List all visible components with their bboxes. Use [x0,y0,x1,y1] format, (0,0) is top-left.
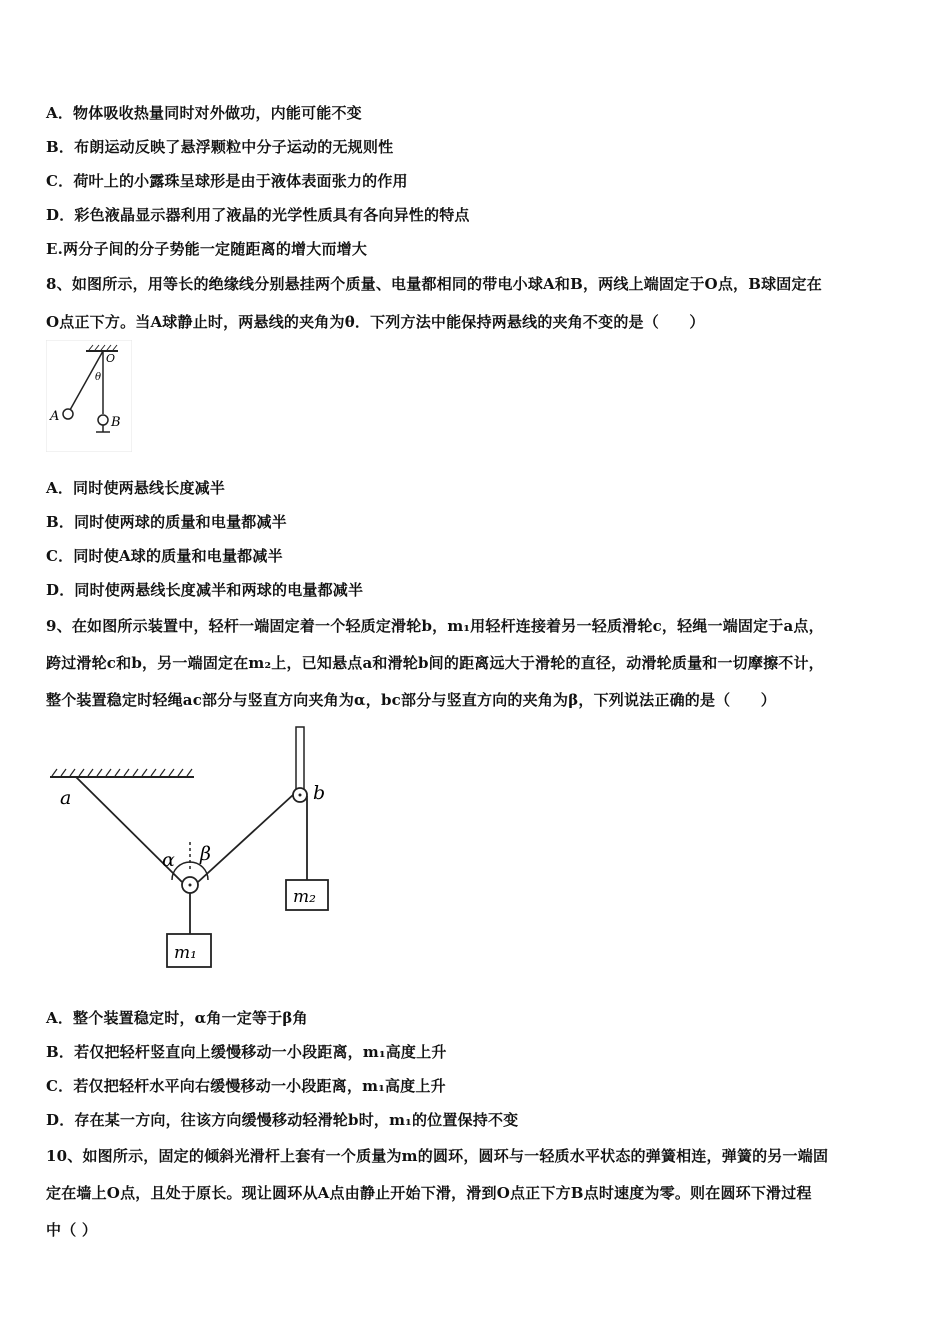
q7-option-a: A．物体吸收热量同时对外做功，内能可能不变 [46,104,362,122]
q8-option-a: A．同时使两悬线长度减半 [46,479,226,497]
q8-option-d: D．同时使两悬线长度减半和两球的电量都减半 [46,581,364,599]
q8-ball-b [98,415,108,425]
q9-rope-cb [198,794,294,882]
q8-stem-line2: O点正下方。当A球静止时，两悬线的夹角为θ．下列方法中能保持两悬线的夹角不变的是（ ） [46,313,705,331]
q9-option-d: D．存在某一方向，往该方向缓慢移动轻滑轮b时，m₁的位置保持不变 [46,1111,519,1129]
q8-label-b: B [111,415,121,430]
q8-ball-a [63,409,73,419]
q10-stem-line2: 定在墙上O点，且处于原长。现让圆环从A点由静止开始下滑，滑到O点正下方B点时速度为零。则在圆环下滑过程 [46,1184,812,1202]
q9-option-c: C．若仅把轻杆水平向右缓慢移动一小段距离，m₁高度上升 [46,1077,446,1095]
q8-label-theta: θ [95,372,102,383]
q8-option-c: C．同时使A球的质量和电量都减半 [46,547,283,565]
q9-stem-line1: 9、在如图所示装置中，轻杆一端固定着一个轻质定滑轮b，m₁用轻杆连接着另一轻质滑轮c，轻绳一端固定于a点， [46,617,824,635]
q9-option-b: B．若仅把轻杆竖直向上缓慢移动一小段距离，m₁高度上升 [46,1043,447,1061]
q8-figure [46,340,132,452]
q8-stem-line1: 8、如图所示，用等长的绝缘线分别悬挂两个质量、电量都相同的带电小球A和B，两线上端固定于O点，B球固定在 [46,275,822,293]
q9-label-m1: m₁ [174,943,197,963]
q9-option-a: A．整个装置稳定时，α角一定等于β角 [46,1009,308,1027]
q10-stem-line1: 10、如图所示，固定的倾斜光滑杆上套有一个质量为m的圆环，圆环与一轻质水平状态的弹簧相连，弹簧的另一端固 [46,1147,829,1165]
q9-label-alpha: α [162,849,175,871]
q9-stem-line2: 跨过滑轮c和b，另一端固定在m₂上，已知悬点a和滑轮b间的距离远大于滑轮的直径，动滑轮质量和一切摩擦不计， [46,654,824,672]
q7-option-d: D．彩色液晶显示器利用了液晶的光学性质具有各向异性的特点 [46,206,470,224]
q9-label-m2: m₂ [293,887,316,907]
q9-label-a: a [60,787,72,809]
q8-label-a: A [50,409,60,424]
q8-option-b: B．同时使两球的质量和电量都减半 [46,513,287,531]
q9-label-beta: β [200,843,211,865]
q7-option-e: E.两分子间的分子势能一定随距离的增大而增大 [46,240,368,258]
q9-figure [40,722,360,977]
q9-label-b: b [313,782,326,804]
q9-rod [296,727,304,789]
q7-option-b: B．布朗运动反映了悬浮颗粒中分子运动的无规则性 [46,138,394,156]
q9-stem-line3: 整个装置稳定时轻绳ac部分与竖直方向夹角为α，bc部分与竖直方向的夹角为β，下列说法正确的是（ ） [46,691,776,709]
q8-label-o: O [106,352,116,365]
q7-option-c: C．荷叶上的小露珠呈球形是由于液体表面张力的作用 [46,172,408,190]
q10-stem-line3: 中（ ） [46,1221,98,1239]
